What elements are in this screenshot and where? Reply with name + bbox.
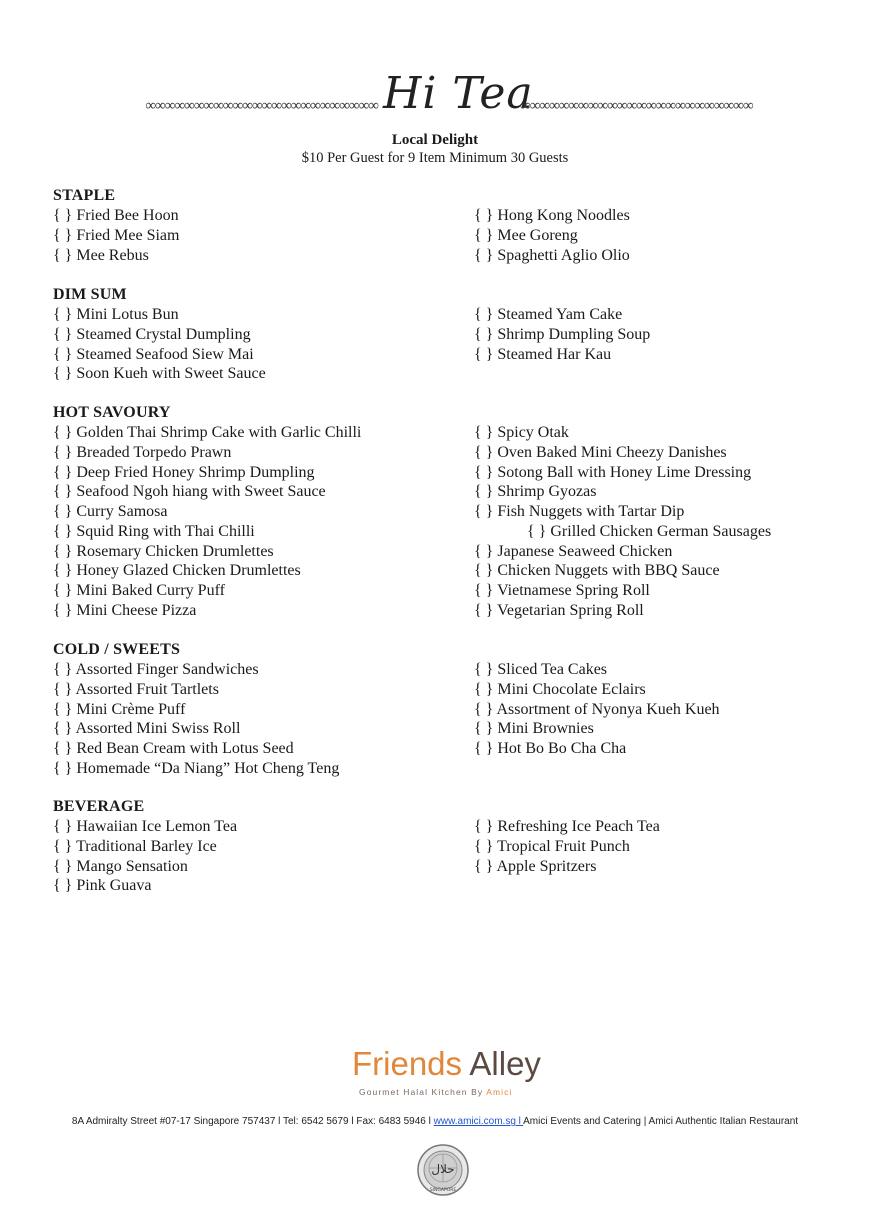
menu-item: { } Mini Lotus Bun [53, 306, 179, 323]
menu-item: { } Breaded Torpedo Prawn [53, 443, 232, 461]
logo-word-alley: Alley [462, 1045, 541, 1082]
menu-item: { } Steamed Har Kau [474, 345, 612, 363]
menu-item: { } Assorted Mini Swiss Roll [53, 720, 241, 738]
section-title-staple: STAPLE [53, 187, 116, 204]
menu-item: { } Mee Goreng [474, 226, 578, 244]
menu-item: { } Mee Rebus [53, 246, 149, 264]
logo-tagline-brand: Amici [486, 1087, 513, 1097]
menu-item: { } Oven Baked Mini Cheezy Danishes [474, 443, 727, 461]
menu-item: { } Shrimp Dumpling Soup [474, 325, 651, 343]
menu-item: { } Hawaiian Ice Lemon Tea [53, 818, 238, 835]
menu-item: { } Golden Thai Shrimp Cake with Garlic Chilli [53, 424, 362, 441]
menu-item: { } Squid Ring with Thai Chilli [53, 522, 255, 540]
menu-item: { } Mini Chocolate Eclairs [474, 680, 646, 698]
svg-text:SINGAPORE: SINGAPORE [429, 1188, 457, 1193]
menu-item: { } Tropical Fruit Punch [474, 837, 630, 855]
menu-item: { } Fish Nuggets with Tartar Dip [474, 503, 685, 520]
menu-item: { } Mini Crème Puff [53, 700, 186, 718]
menu-item: { } Homemade “Da Niang” Hot Cheng Teng [53, 759, 340, 777]
menu-item: { } Traditional Barley Ice [53, 837, 217, 855]
menu-item: { } Deep Fried Honey Shrimp Dumpling [53, 463, 315, 481]
menu-item: { } Honey Glazed Chicken Drumlettes [53, 562, 301, 580]
menu-item: { } Sotong Ball with Honey Lime Dressing [474, 463, 752, 481]
menu-item: { } Grilled Chicken German Sausages [527, 522, 772, 540]
logo-tagline: Gourmet Halal Kitchen By Amici [359, 1087, 513, 1097]
svg-text:حلال: حلال [431, 1162, 455, 1176]
menu-item: { } Spicy Otak [474, 424, 569, 441]
logo-word-friends: Friends [352, 1045, 463, 1082]
menu-item: { } Japanese Seaweed Chicken [474, 542, 673, 560]
menu-item: { } Curry Samosa [53, 503, 168, 520]
menu-item: { } Mini Brownies [474, 720, 594, 738]
menu-item: { } Fried Mee Siam [53, 226, 180, 244]
menu-item: { } Steamed Crystal Dumpling [53, 325, 251, 343]
menu-header [0, 68, 870, 128]
menu-item: { } Mini Baked Curry Puff [53, 582, 225, 599]
decorative-border-left: ∞∞∞∞∞∞∞∞∞∞∞∞∞∞∞∞∞∞∞∞∞∞∞∞ [145, 98, 378, 114]
section-title-cold-sweets: COLD / SWEETS [53, 641, 181, 658]
footer-contact [0, 1116, 870, 1127]
menu-item: { } Fried Bee Hoon [53, 207, 179, 224]
menu-item: { } Mango Sensation [53, 857, 188, 875]
halal-seal-icon [417, 1144, 469, 1196]
menu-item: { } Vegetarian Spring Roll [474, 601, 644, 619]
page-title: Hi Tea [383, 68, 534, 119]
menu-item: { } Assorted Fruit Tartlets [53, 680, 219, 698]
menu-item: { } Red Bean Cream with Lotus Seed [53, 740, 294, 757]
menu-item: { } Hong Kong Noodles [474, 207, 630, 224]
menu-item: { } Rosemary Chicken Drumlettes [53, 542, 274, 560]
menu-item: { } Shrimp Gyozas [474, 483, 597, 501]
menu-item: { } Steamed Seafood Siew Mai [53, 345, 254, 363]
menu-item: { } Mini Cheese Pizza [53, 601, 197, 619]
halal-logo [417, 1144, 469, 1196]
menu-item: { } Assortment of Nyonya Kueh Kueh [474, 700, 720, 718]
friends-alley-logo [352, 1045, 552, 1105]
footer-tail: Amici Events and Catering | Amici Authentic Italian Restaurant [523, 1116, 799, 1127]
section-title-beverage: BEVERAGE [53, 798, 145, 815]
section-title-hot-savoury: HOT SAVOURY [53, 404, 171, 421]
menu-item: { } Sliced Tea Cakes [474, 661, 608, 678]
menu-item: { } Refreshing Ice Peach Tea [474, 818, 660, 835]
menu-item: { } Soon Kueh with Sweet Sauce [53, 365, 266, 383]
pricing-info: $10 Per Guest for 9 Item Minimum 30 Guests [301, 150, 569, 166]
menu-item: { } Steamed Yam Cake [474, 306, 623, 323]
menu-item: { } Pink Guava [53, 877, 152, 895]
menu-item: { } Seafood Ngoh hiang with Sweet Sauce [53, 483, 326, 501]
footer-address: 8A Admiralty Street #07-17 Singapore 757437 l Tel: 6542 5679 l Fax: 6483 5946 l [71, 1116, 434, 1127]
section-title-dim-sum: DIM SUM [53, 286, 127, 303]
menu-item: { } Apple Spritzers [474, 857, 597, 875]
menu-item: { } Chicken Nuggets with BBQ Sauce [474, 562, 720, 580]
menu-item: { } Vietnamese Spring Roll [474, 582, 650, 599]
menu-item: { } Spaghetti Aglio Olio [474, 246, 630, 264]
menu-item: { } Assorted Finger Sandwiches [53, 661, 259, 678]
decorative-border-right: ∞∞∞∞∞∞∞∞∞∞∞∞∞∞∞∞∞∞∞∞∞∞∞∞ [520, 98, 753, 114]
menu-item: { } Hot Bo Bo Cha Cha [474, 740, 627, 757]
website-link[interactable]: www.amici.com.sg l [433, 1116, 524, 1127]
menu-subtitle: Local Delight [391, 132, 479, 148]
